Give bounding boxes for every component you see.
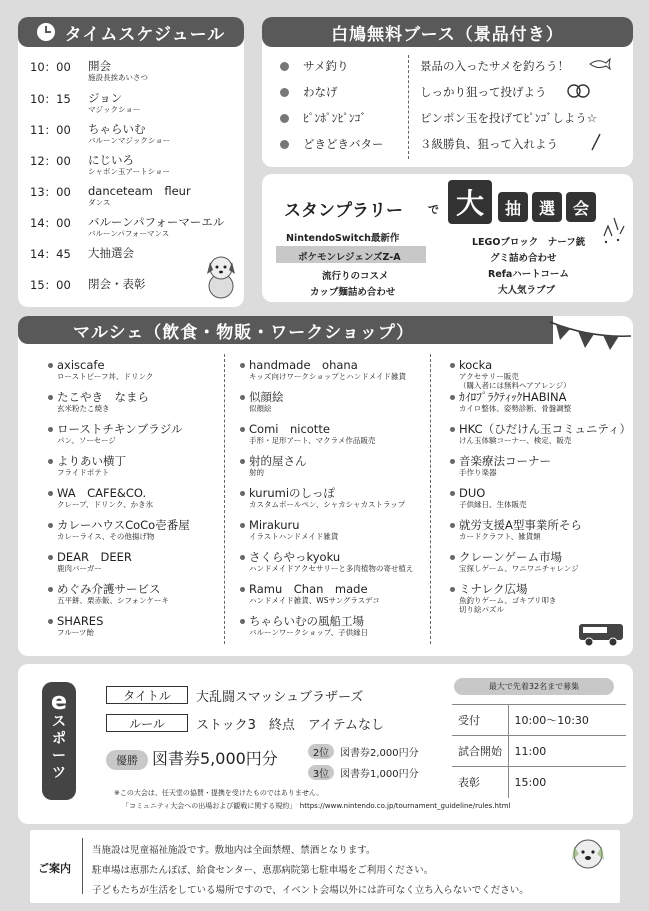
marche-item-name: kurumiのしっぽ (240, 486, 405, 500)
esports-card (18, 664, 633, 824)
table-row (452, 767, 626, 798)
stamp-rally-card (262, 174, 633, 302)
title-value: 大乱闘スマッシュブラザーズ (196, 690, 364, 705)
notice-label: ご案内 (38, 862, 71, 875)
table-cell-value: 11:00 (508, 736, 626, 767)
marche-item (240, 422, 375, 445)
marche-item (450, 486, 527, 509)
sparkle-icon (600, 214, 626, 244)
marche-item-sub: キッズ向けワークショップとハンドメイド雑貨 (249, 372, 406, 381)
bullet-icon (280, 140, 289, 149)
schedule-time: 14：00 (30, 216, 71, 230)
table-cell-label: 試合開始 (452, 736, 508, 767)
booth-item (280, 84, 338, 100)
notice-line: 駐車場は恵那たんぽぽ、給食センター、恵那病院第七駐車場をご利用ください。 (92, 865, 434, 876)
prize-item: カップ麺詰め合わせ (310, 287, 396, 298)
schedule-time: 13：00 (30, 185, 71, 199)
big-lottery-char: 抽 (498, 192, 528, 222)
table-cell-value: 15:00 (508, 767, 626, 798)
free-booth-title: 白鳩無料ブース（景品付き） (331, 24, 564, 45)
marche-item-name: handmade ohana (240, 358, 406, 372)
time-schedule-header (18, 17, 244, 47)
booth-item-name: ﾋﾟﾝﾎﾟﾝﾋﾟﾝｺﾞ (303, 111, 367, 125)
marche-item-sub: 似顔絵 (249, 404, 272, 413)
schedule-time: 10：00 (30, 60, 71, 74)
prize-item: 流行りのコスメ (322, 271, 389, 282)
marche-item-sub: 鹿肉バーガー (57, 564, 102, 573)
marche-item (48, 486, 153, 509)
rule-value: ストック3 終点 アイテムなし (196, 718, 385, 733)
schedule-title: 大抽選会 (88, 246, 134, 260)
marche-item (450, 390, 571, 413)
marche-item-name: SHARES (48, 614, 103, 628)
marche-header (18, 316, 553, 344)
schedule-sub: マジックショー (88, 105, 141, 114)
marche-item-sub: ハンドメイドアクセサリーと多肉植物の寄せ植え (249, 564, 414, 573)
schedule-sub: 施設長挨あいさつ (88, 73, 148, 82)
divider (430, 354, 431, 644)
prize-item: Refaハートコーム (488, 269, 569, 280)
rings-icon (566, 84, 592, 98)
esports-badge-char: ス (52, 714, 66, 730)
marche-item (240, 390, 284, 413)
third-place-label: 3位 (308, 765, 334, 780)
slash-icon (590, 133, 602, 151)
marche-item-name: Mirakuru (240, 518, 338, 532)
marche-item-name: ｶｲﾛﾌﾟﾗｸﾃｨｯｸHABINA (450, 390, 571, 404)
marche-item-sub: 玄米粉たこ焼き (57, 404, 110, 413)
booth-item-name: わなげ (303, 85, 338, 99)
schedule-table (452, 704, 626, 798)
esports-badge-char: ー (52, 748, 66, 764)
marche-item-name: ミナレク広場 (450, 582, 556, 596)
marche-item (48, 454, 126, 477)
marche-item-sub: 宝探しゲーム、ワニワニチャレンジ (459, 564, 579, 573)
second-place-label: 2位 (308, 744, 334, 759)
notice-line: 子どもたちが生活をしている場所ですので、イベント会場以外には許可なく立ち入らないでください。 (92, 885, 529, 896)
schedule-time: 11：00 (30, 123, 71, 137)
dog-mascot-icon (204, 252, 238, 300)
esports-badge-char: ポ (52, 731, 66, 747)
marche-item-sub: ハンドメイド雑貨、WSサングラスデコ (249, 596, 380, 605)
marche-item (450, 550, 579, 573)
table-row (452, 705, 626, 736)
marche-item-sub: カードクラフト、雑貨類 (459, 532, 541, 541)
prize-item: 大人気ラブブ (498, 285, 556, 296)
marche-item (450, 422, 631, 445)
marche-item-sub: 子供縁日、生体販売 (459, 500, 527, 509)
booth-item (280, 110, 366, 126)
free-booth-header (262, 17, 633, 47)
big-lottery-char: 会 (566, 192, 596, 222)
marche-item (240, 550, 413, 573)
prize-item: NintendoSwitch最新作 (286, 233, 400, 244)
marche-item (450, 518, 582, 541)
first-place-value: 図書券5,000円分 (152, 749, 278, 768)
marche-item-name: たこやき なまら (48, 390, 149, 404)
marche-item-name: 射的屋さん (240, 454, 307, 468)
table-cell-value: 10:00～10:30 (508, 705, 626, 736)
notice-card (30, 830, 620, 903)
marche-item-name: よりあい横丁 (48, 454, 126, 468)
marche-item-name: カレーハウスCoCo壱番屋 (48, 518, 190, 532)
big-lottery-char: 選 (532, 192, 562, 222)
guideline-note: 「コミュニティ大会への出場および観戦に関する規約」 https://www.nintendo.co.jp/tournament_guideline/rules.html (122, 802, 511, 810)
booth-item-name: サメ釣り (303, 59, 349, 73)
schedule-row (30, 59, 148, 82)
schedule-row (30, 91, 140, 114)
marche-title: マルシェ（飲食・物販・ワークショップ） (73, 322, 415, 343)
first-place-label: 優勝 (106, 750, 148, 770)
schedule-title: バルーンパフォーマーエル (88, 215, 225, 229)
marche-item (48, 550, 132, 573)
marche-item (48, 518, 190, 541)
marche-item (48, 390, 149, 413)
disclaimer-note: ※この大会は、任天堂の協賛・提携を受けたものではありません。 (114, 789, 324, 797)
food-truck-icon (578, 620, 624, 648)
marche-item (48, 422, 183, 445)
notice-line: 当施設は児童福祉施設です。敷地内は全面禁煙、禁酒となります。 (92, 845, 376, 856)
table-cell-label: 受付 (452, 705, 508, 736)
marche-item-sub: イラストハンドメイド雑貨 (249, 532, 339, 541)
big-lottery-char: 大 (448, 180, 492, 224)
table-row (452, 736, 626, 767)
marche-item (450, 454, 551, 477)
marche-item (240, 358, 406, 381)
marche-item-sub: ローストビーフ丼、ドリンク (57, 372, 154, 381)
schedule-sub: バルーンパフォーマンス (88, 229, 170, 238)
marche-item-sub: アクセサリー販売 (459, 372, 519, 381)
marche-item-sub: 手形・足形アート、マクラメ作品販売 (249, 436, 376, 445)
prize-item: グミ詰め合わせ (490, 253, 557, 264)
marche-item-sub: パン、ソーセージ (57, 436, 116, 445)
marche-item-name: kocka (450, 358, 571, 372)
table-cell-label: 表彰 (452, 767, 508, 798)
marche-item-sub: （購入者には無料ヘアアレンジ） (459, 381, 571, 390)
booth-item-desc: 景品の入ったサメを釣ろう！ (420, 59, 570, 73)
shark-icon (588, 57, 612, 71)
marche-item-name: 似顔絵 (240, 390, 284, 404)
marche-item-sub: フルーツ飴 (57, 628, 94, 637)
marche-item-name: 音楽療法コーナー (450, 454, 551, 468)
marche-item-name: DEAR DEER (48, 550, 132, 564)
esports-badge-char: e (50, 687, 68, 715)
schedule-row (30, 277, 146, 293)
schedule-row (30, 153, 170, 176)
third-place-value: 図書券1,000円分 (340, 769, 419, 780)
marche-item-sub: フライドポテト (57, 468, 110, 477)
schedule-time: 10：15 (30, 92, 71, 106)
booth-item (280, 136, 384, 152)
marche-item-sub: クレープ、ドリンク、かき氷 (57, 500, 154, 509)
divider (224, 354, 225, 644)
marche-item (450, 582, 556, 614)
schedule-sub: シャボン玉アートショー (88, 167, 170, 176)
divider (408, 55, 409, 159)
capacity-badge: 最大で先着32名まで募集 (454, 678, 614, 695)
marche-item-sub: カスタムボールペン、シャカシャカストラップ (249, 500, 406, 509)
schedule-row (30, 215, 224, 238)
schedule-time: 12：00 (30, 154, 71, 168)
marche-item (450, 358, 571, 390)
prize-item: ポケモンレジェンズZ-A (298, 252, 401, 263)
marche-item (48, 614, 103, 637)
clock-icon (37, 23, 55, 41)
booth-item-desc: ピンポン玉を投げてﾋﾟﾝｺﾞしよう☆ (420, 111, 598, 125)
stamp-rally-title: スタンプラリー (284, 201, 403, 221)
marche-item-name: ちゃらいむの風船工場 (240, 614, 368, 628)
marche-item-name: さくらやっkyoku (240, 550, 413, 564)
marche-item (240, 486, 405, 509)
prize-item: LEGOブロック ナーフ銃 (472, 237, 586, 248)
title-label: タイトル (106, 686, 188, 704)
marche-item-sub: バルーンワークショップ、子供縁日 (249, 628, 369, 637)
schedule-title: 開会 (88, 59, 111, 73)
marche-item (240, 454, 307, 477)
schedule-title: 閉会・表彰 (88, 277, 146, 291)
schedule-time: 15：00 (30, 278, 71, 292)
schedule-row (30, 246, 134, 262)
esports-badge (42, 682, 76, 800)
schedule-time: 14：45 (30, 247, 71, 261)
marche-item-name: HKC（ひだけん玉コミュニティ） (450, 422, 631, 436)
schedule-row (30, 184, 191, 207)
bullet-icon (280, 62, 289, 71)
marche-item-name: ローストチキンブラジル (48, 422, 183, 436)
free-booth-card (262, 17, 633, 167)
bullet-icon (280, 88, 289, 97)
schedule-title: ちゃらいむ (88, 122, 146, 136)
marche-item (48, 582, 169, 605)
esports-badge-char: ツ (52, 765, 66, 781)
time-schedule-card (18, 17, 244, 307)
marche-item-sub: 魚釣りゲーム、ゴキブリ叩き (459, 596, 557, 605)
booth-item-name: どきどきバター (303, 137, 384, 151)
marche-item-name: クレーンゲーム市場 (450, 550, 579, 564)
marche-item-name: DUO (450, 486, 527, 500)
marche-item-sub: カレーライス、その他揚げ物 (57, 532, 155, 541)
schedule-title: danceteam fleur (88, 184, 191, 198)
schedule-sub: ダンス (88, 198, 111, 207)
booth-item (280, 58, 349, 74)
marche-item-name: axiscafe (48, 358, 153, 372)
marche-item-sub: 切り絵パズル (459, 605, 504, 614)
second-place-value: 図書券2,000円分 (340, 748, 419, 759)
marche-item (240, 582, 380, 605)
schedule-row (30, 122, 170, 145)
marche-item (240, 518, 338, 541)
booth-item-desc: ３級勝負、狙って入れよう (420, 137, 558, 151)
stamp-rally-connector: で (428, 203, 439, 216)
marche-item-name: Comi nicotte (240, 422, 375, 436)
marche-item-sub: 射的 (249, 468, 264, 477)
marche-item (48, 358, 153, 381)
schedule-title: にじいろ (88, 153, 134, 167)
dog-mascot-icon (570, 836, 606, 874)
marche-item-sub: けん玉体験コーナー、検定、販売 (459, 436, 572, 445)
marche-item-sub: カイロ整体、姿勢診断、骨盤調整 (459, 404, 572, 413)
schedule-title: ジョン (88, 91, 123, 105)
bullet-icon (280, 114, 289, 123)
marche-item-sub: 五平餅、栗赤飯、シフォンケーキ (57, 596, 169, 605)
marche-item (240, 614, 368, 637)
marche-item-name: Ramu Chan made (240, 582, 380, 596)
marche-item-name: 就労支援A型事業所そら (450, 518, 582, 532)
rule-label: ルール (106, 714, 188, 732)
marche-item-sub: 手作り楽器 (459, 468, 497, 477)
marche-item-name: WA CAFE&CO. (48, 486, 153, 500)
booth-item-desc: しっかり狙って投げよう (420, 85, 547, 99)
divider (82, 838, 83, 894)
marche-card (18, 316, 633, 656)
time-schedule-title: タイムスケジュール (64, 24, 226, 45)
marche-item-name: めぐみ介護サービス (48, 582, 169, 596)
schedule-sub: バルーンマジックショー (88, 136, 171, 145)
